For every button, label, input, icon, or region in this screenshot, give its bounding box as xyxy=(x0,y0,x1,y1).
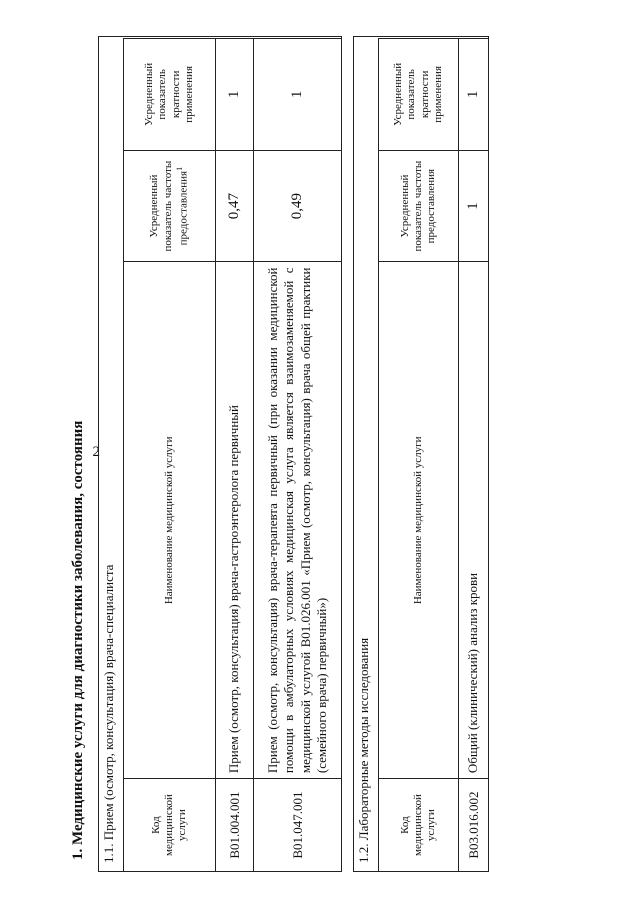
header-frequency: Усредненный показатель частоты предоставления xyxy=(379,150,459,262)
table-row xyxy=(459,39,489,872)
header-frequency: Усредненный показатель частоты предоставления$^1$ xyxy=(124,150,216,262)
service-name: Общий (клинический) анализ крови xyxy=(459,262,489,779)
multiplicity-value: 1 xyxy=(216,39,254,151)
section-1-2-box xyxy=(353,36,489,872)
header-multiplicity: Усредненный показатель кратности применения xyxy=(124,39,216,151)
section-1-1-title: 1.1. Прием (осмотр, консультация) врача-специалиста xyxy=(101,564,116,863)
section-1-2-title: 1.2. Лабораторные методы исследования xyxy=(356,637,371,863)
frequency-value: 0,49 xyxy=(254,150,342,262)
frequency-value: 0,47 xyxy=(216,150,254,262)
header-code: Код медицинской услуги xyxy=(379,779,459,872)
multiplicity-value: 1 xyxy=(254,39,342,151)
service-code: B03.016.002 xyxy=(459,779,489,872)
multiplicity-value: 1 xyxy=(459,39,489,151)
service-code: B01.047.001 xyxy=(254,779,342,872)
header-name: Наименование медицинской услуги xyxy=(379,262,459,779)
consultation-table xyxy=(123,38,342,872)
header-name: Наименование медицинской услуги xyxy=(124,262,216,779)
table-row xyxy=(216,39,254,872)
frequency-value: 1 xyxy=(459,150,489,262)
footnote-marker: 1 xyxy=(174,166,184,171)
laboratory-table xyxy=(378,38,489,872)
section-heading: 1. Медицинские услуги для диагностики заболевания, состояния xyxy=(70,420,86,860)
header-code: Код медицинской услуги xyxy=(124,779,216,872)
service-name: Прием (осмотр, консультация) врача-терапевта первичный (при оказании медицинской помощи в амбулаторных условиях медицинская услуга является взаимозаменяемой с медицинской услугой B01.026.001 «Прием (осмотр, консультация) врача общей практики (семейного врача) первичный») xyxy=(254,262,342,779)
table-row xyxy=(254,39,342,872)
section-1-1-box xyxy=(98,36,342,872)
service-code: B01.004.001 xyxy=(216,779,254,872)
service-name: Прием (осмотр, консультация) врача-гастроэнтеролога первичный xyxy=(216,262,254,779)
header-multiplicity: Усредненный показатель кратности применения xyxy=(379,39,459,151)
page-number: 2 xyxy=(92,444,100,460)
